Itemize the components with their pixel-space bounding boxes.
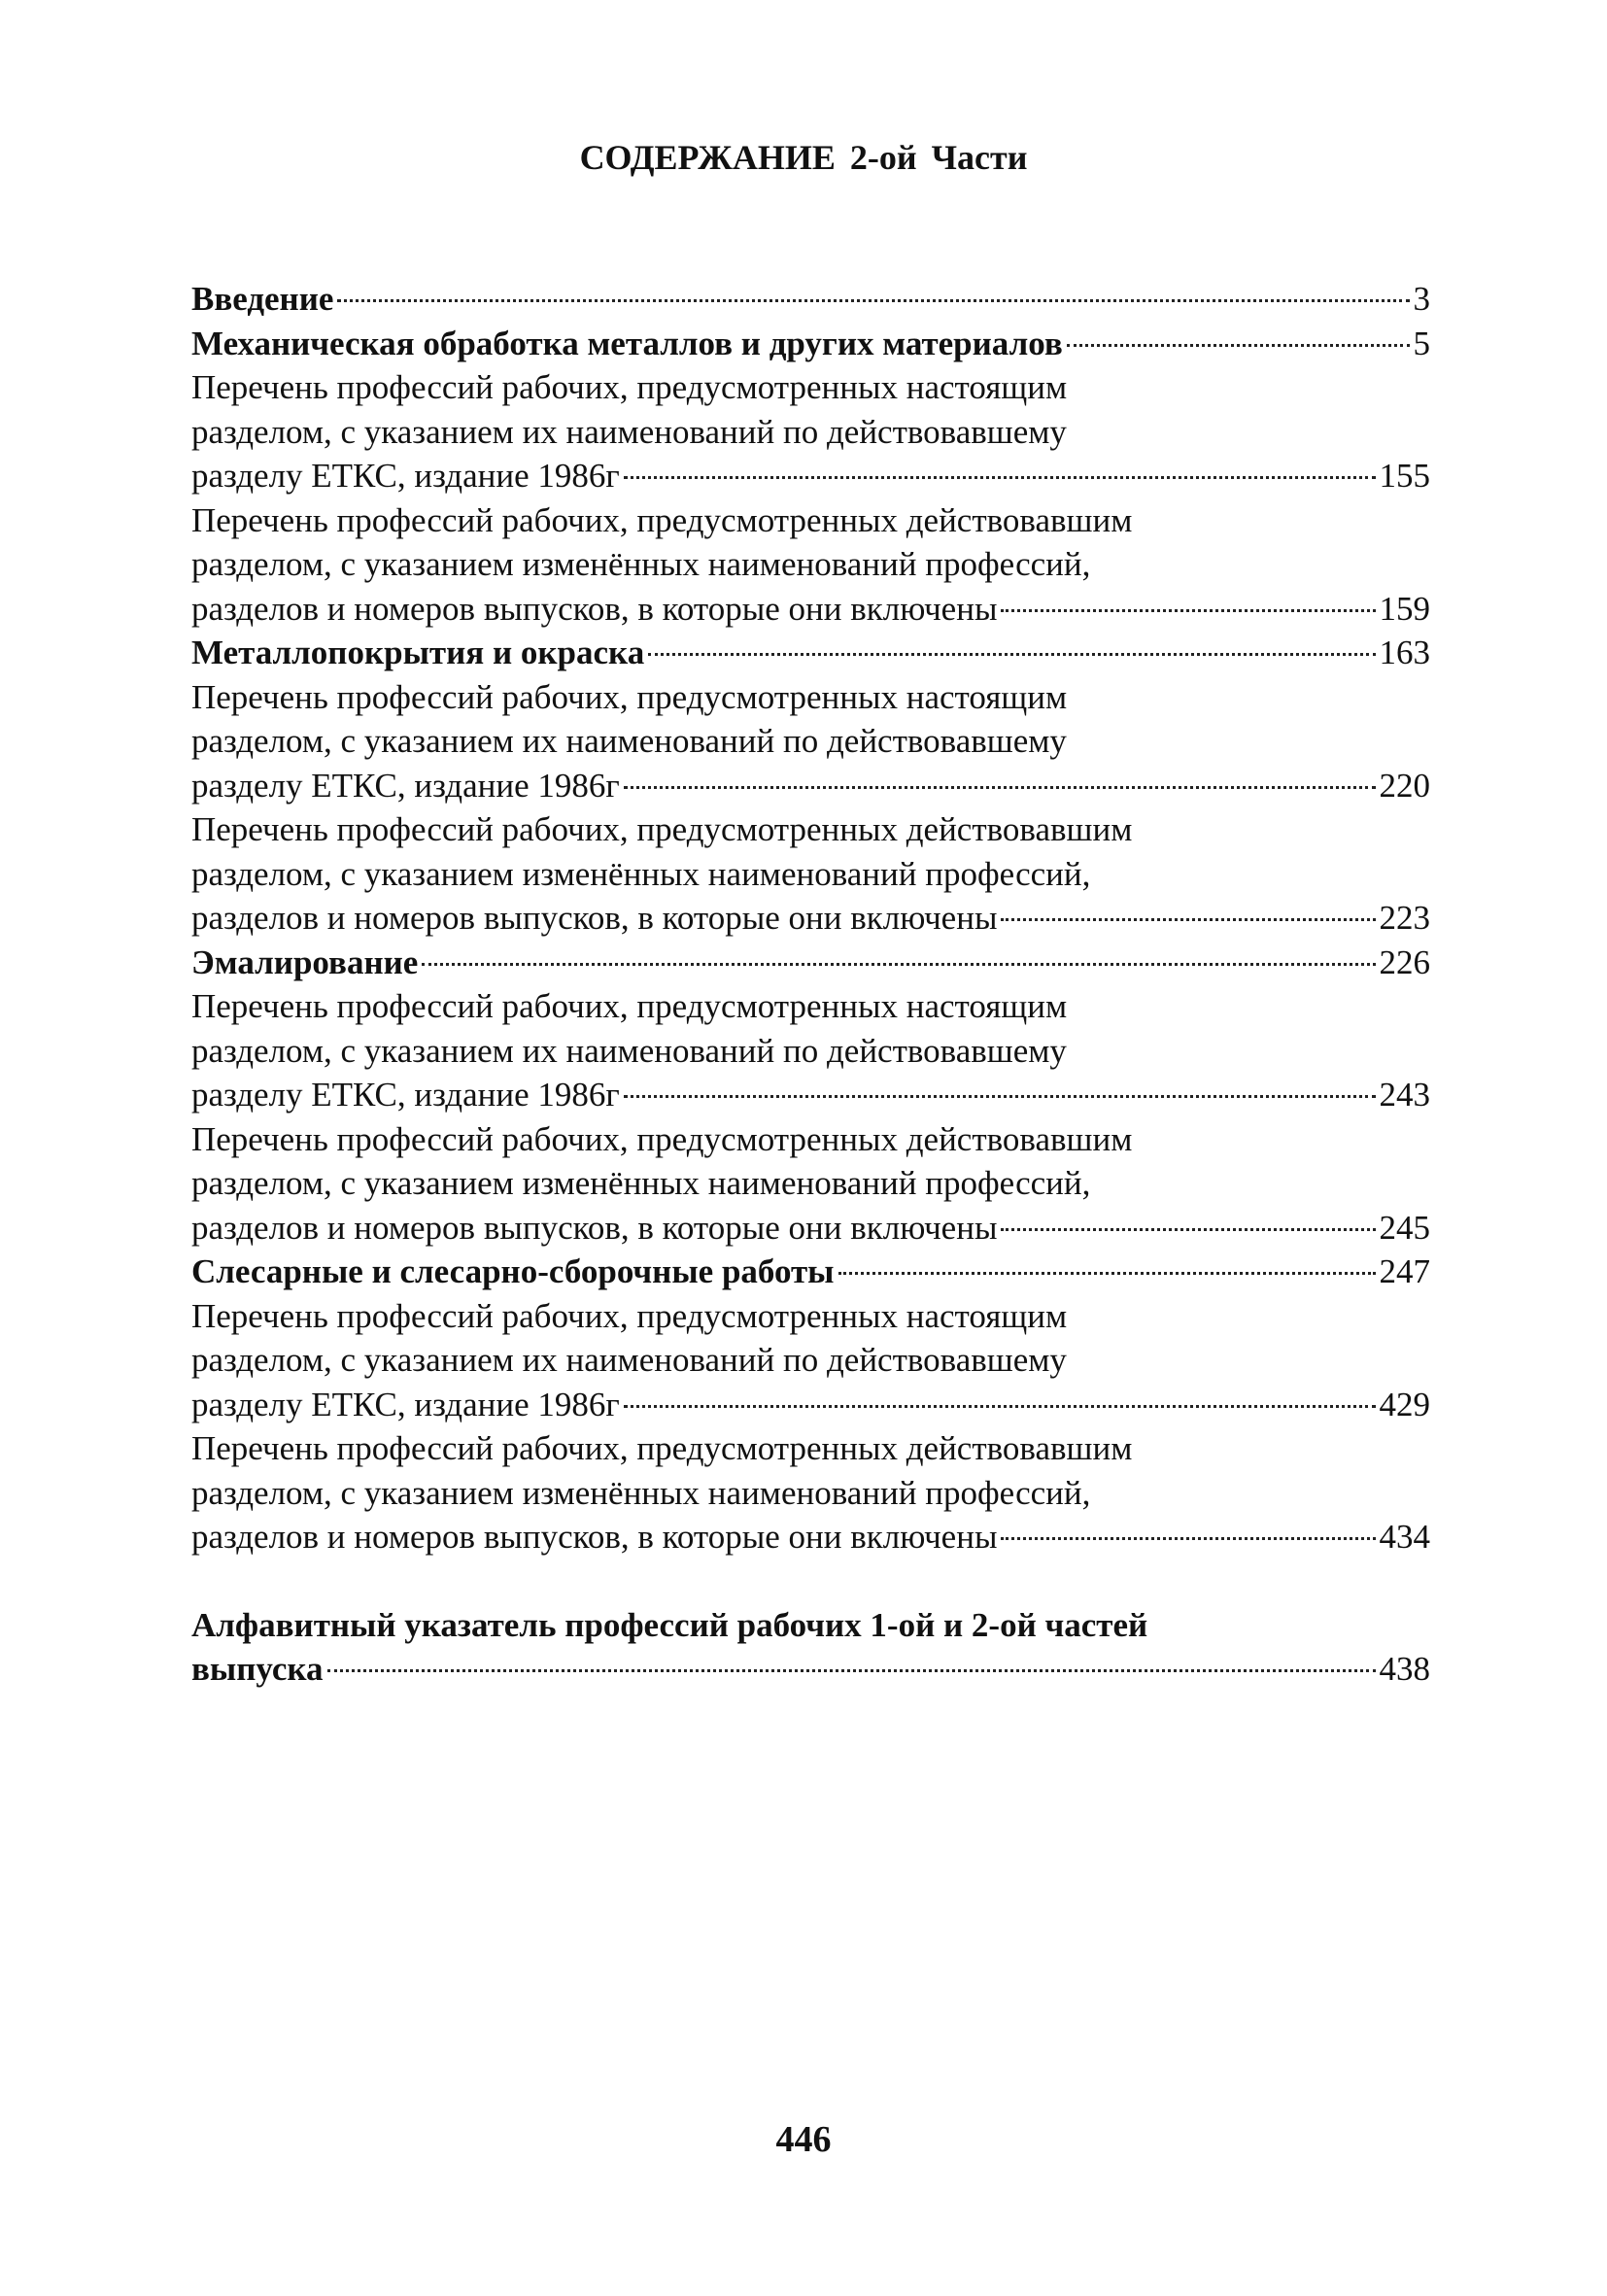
- toc-entry-text: Перечень профессий рабочих, предусмотренных действовавшим: [191, 810, 1133, 848]
- toc-line: [191, 1073, 1430, 1117]
- dot-leader: [422, 963, 1375, 966]
- toc-entry-text: разделом, с указанием изменённых наименований профессий,: [191, 1164, 1091, 1202]
- toc-section-title: Эмалирование: [191, 942, 419, 981]
- toc-entry-text: Перечень профессий рабочих, предусмотренных настоящим: [191, 1296, 1068, 1335]
- toc-entry-text: Перечень профессий рабочих, предусмотренных действовавшим: [191, 500, 1133, 539]
- toc-entry[interactable]: [191, 277, 1430, 322]
- toc-entry-text: Перечень профессий рабочих, предусмотренных действовавшим: [191, 1119, 1133, 1158]
- dot-leader: [1001, 1537, 1375, 1540]
- dot-leader: [624, 476, 1376, 479]
- dot-leader: [1001, 918, 1375, 921]
- toc-page-number: 245: [1379, 1208, 1430, 1247]
- toc-line: [191, 941, 1430, 985]
- toc-entry[interactable]: [191, 675, 1430, 808]
- dot-leader: [1001, 1228, 1375, 1231]
- toc-line: [191, 1117, 1430, 1162]
- dot-leader: [624, 1405, 1376, 1408]
- toc-entry-text: разделом, с указанием их наименований по действовавшему: [191, 722, 1067, 760]
- toc-line: [191, 719, 1430, 764]
- toc-entry[interactable]: [191, 807, 1430, 941]
- toc-entry-text: разделу ЕТКС, издание 1986г: [191, 1385, 620, 1423]
- toc-line: [191, 498, 1430, 543]
- toc-line: [191, 277, 1430, 322]
- dot-leader: [1001, 609, 1375, 612]
- toc-line: [191, 896, 1430, 941]
- toc-page-number: 3: [1413, 280, 1430, 318]
- toc-line: [191, 764, 1430, 808]
- toc-section-title: Механическая обработка металлов и других материалов: [191, 324, 1063, 362]
- toc-line: [191, 410, 1430, 455]
- dot-leader: [1067, 344, 1410, 347]
- toc-entry-text: разделом, с указанием их наименований по действовавшему: [191, 412, 1067, 451]
- dot-leader: [624, 786, 1376, 789]
- dot-leader: [624, 1095, 1376, 1098]
- toc-page-number: 247: [1379, 1252, 1430, 1290]
- toc-entry-text: разделом, с указанием их наименований по действовавшему: [191, 1341, 1067, 1379]
- toc-entry-text: разделом, с указанием их наименований по действовавшему: [191, 1031, 1067, 1070]
- toc-entry-text: разделов и номеров выпусков, в которые они включены: [191, 1518, 998, 1556]
- toc-entry-text: разделом, с указанием изменённых наименований профессий,: [191, 854, 1091, 893]
- toc-page-number: 163: [1379, 634, 1430, 671]
- toc-entry[interactable]: [191, 941, 1430, 985]
- toc-line: [191, 1383, 1430, 1427]
- toc-line: [191, 807, 1430, 852]
- toc-entry[interactable]: [191, 1603, 1430, 1692]
- toc-line: [191, 1206, 1430, 1251]
- toc-section-title: выпуска: [191, 1650, 324, 1688]
- toc-entry-text: разделом, с указанием изменённых наименований профессий,: [191, 1473, 1091, 1512]
- dot-leader: [838, 1272, 1376, 1275]
- table-of-contents: [191, 277, 1430, 1692]
- toc-line: [191, 631, 1430, 675]
- dot-leader: [327, 1669, 1376, 1672]
- toc-line: [191, 852, 1430, 897]
- toc-entry[interactable]: [191, 322, 1430, 366]
- toc-entry[interactable]: [191, 498, 1430, 632]
- toc-line: [191, 1603, 1430, 1648]
- toc-page-number: 159: [1379, 589, 1430, 628]
- toc-line: [191, 675, 1430, 720]
- toc-page-number: 243: [1379, 1076, 1430, 1114]
- toc-gap: [191, 1559, 1430, 1603]
- toc-line: [191, 365, 1430, 410]
- toc-entry-text: разделов и номеров выпусков, в которые они включены: [191, 1208, 998, 1247]
- toc-page-number: 220: [1379, 766, 1430, 805]
- toc-section-title: Металлопокрытия и окраска: [191, 634, 645, 671]
- toc-page-number: 434: [1379, 1518, 1430, 1556]
- toc-entry-text: Перечень профессий рабочих, предусмотренных настоящим: [191, 368, 1068, 406]
- toc-entry[interactable]: [191, 1426, 1430, 1559]
- toc-page-number: 429: [1379, 1385, 1430, 1423]
- toc-entry-text: Перечень профессий рабочих, предусмотренных действовавшим: [191, 1429, 1133, 1467]
- toc-entry-text: Перечень профессий рабочих, предусмотренных настоящим: [191, 987, 1068, 1025]
- toc-line: [191, 1515, 1430, 1559]
- toc-line: [191, 1471, 1430, 1516]
- toc-entry[interactable]: [191, 365, 1430, 498]
- toc-entry-text: разделом, с указанием изменённых наименований профессий,: [191, 545, 1091, 583]
- toc-line: [191, 1294, 1430, 1339]
- toc-line: [191, 1426, 1430, 1471]
- toc-line: [191, 1250, 1430, 1294]
- toc-entry-text: разделу ЕТКС, издание 1986г: [191, 457, 620, 495]
- toc-page-number: 438: [1379, 1650, 1430, 1688]
- toc-entry[interactable]: [191, 1117, 1430, 1251]
- dot-leader: [648, 653, 1375, 656]
- toc-entry[interactable]: [191, 1294, 1430, 1427]
- toc-entry-text: разделу ЕТКС, издание 1986г: [191, 766, 620, 805]
- toc-line: [191, 1161, 1430, 1206]
- toc-entry[interactable]: [191, 984, 1430, 1117]
- toc-entry-text: Перечень профессий рабочих, предусмотренных настоящим: [191, 677, 1068, 716]
- toc-section-title: Слесарные и слесарно-сборочные работы: [191, 1252, 835, 1290]
- toc-page-number: 226: [1379, 942, 1430, 981]
- toc-entry-text: разделу ЕТКС, издание 1986г: [191, 1076, 620, 1114]
- toc-section-title: Введение: [191, 280, 334, 318]
- toc-line: [191, 587, 1430, 632]
- toc-line: [191, 1647, 1430, 1692]
- toc-line: [191, 454, 1430, 498]
- toc-line: [191, 984, 1430, 1029]
- toc-section-title: Алфавитный указатель профессий рабочих 1-ой и 2-ой частей: [191, 1605, 1148, 1644]
- toc-entry-text: разделов и номеров выпусков, в которые они включены: [191, 899, 998, 937]
- toc-entry[interactable]: [191, 631, 1430, 675]
- toc-page-number: 5: [1413, 324, 1430, 362]
- toc-line: [191, 1029, 1430, 1074]
- dot-leader: [337, 299, 1409, 302]
- toc-entry-text: разделов и номеров выпусков, в которые они включены: [191, 589, 998, 628]
- page-number: 446: [775, 2119, 832, 2160]
- page-title: СОДЕРЖАНИЕ 2-ой Части: [579, 138, 1028, 177]
- toc-page-number: 155: [1379, 457, 1430, 495]
- toc-page-number: 223: [1379, 899, 1430, 937]
- toc-line: [191, 542, 1430, 587]
- toc-entry[interactable]: [191, 1250, 1430, 1294]
- toc-line: [191, 1338, 1430, 1383]
- toc-line: [191, 322, 1430, 366]
